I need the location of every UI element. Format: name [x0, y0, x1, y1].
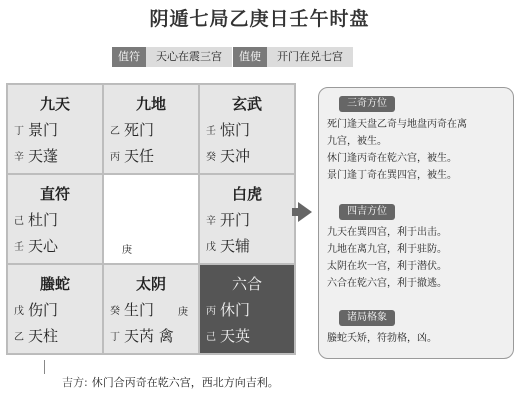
- jifang-connector: [44, 360, 45, 374]
- palace-door: 伤门: [28, 301, 59, 319]
- palace-stem: 丙: [206, 306, 216, 317]
- palace-stem: 乙: [110, 126, 120, 137]
- palace-star: 天任: [124, 147, 155, 165]
- zhishi-value: 开门在兑七宫: [267, 47, 354, 67]
- sisi-line: 六合在乾六宫，利于撤逃。: [327, 278, 447, 289]
- center-stem: 庚: [122, 245, 132, 256]
- palace-center-5: [103, 174, 199, 264]
- palace-kan-1: [103, 264, 199, 354]
- palace-door: 开门: [220, 211, 251, 229]
- palace-god: 白虎: [231, 185, 262, 203]
- palace-stem: 己: [206, 332, 216, 343]
- palace-door: 景门: [28, 121, 59, 139]
- geju-title: 诸局格象: [339, 310, 395, 326]
- palace-stem: 壬: [206, 126, 216, 137]
- palace-zhen-3: [7, 174, 103, 264]
- page-title: 阴遁七局乙庚日壬午时盘: [149, 8, 370, 30]
- palace-stem: 辛: [206, 216, 216, 227]
- palace-gen-8: [7, 264, 103, 354]
- palace-star: 天蓬: [28, 147, 59, 165]
- palace-stem: 戊: [206, 242, 216, 253]
- palace-stem: 丁: [14, 126, 24, 137]
- palace-star: 天柱: [28, 327, 59, 345]
- palace-star: 天辅: [220, 237, 251, 255]
- jifang-caption: [62, 374, 279, 390]
- geju-line: 螣蛇夭矫，符勃格，凶。: [327, 333, 437, 344]
- zhifu-zhishi-bar: [112, 47, 354, 67]
- palace-li-9: [103, 84, 199, 174]
- palace-stem: 丙: [110, 152, 120, 163]
- palace-stem: 丁: [110, 332, 120, 343]
- palace-god: 六合: [231, 275, 262, 293]
- zhishi-label: 值使: [233, 47, 267, 67]
- sanqi-body: [327, 116, 507, 184]
- palace-door: 生门: [124, 301, 155, 319]
- sisi-body: [327, 224, 507, 292]
- palace-god: 九天: [39, 95, 70, 113]
- palace-door: 惊门: [220, 121, 251, 139]
- sanqi-line: 九宫，被生。: [327, 136, 387, 147]
- palace-god: 玄武: [231, 95, 262, 113]
- palace-extra-stem: 庚: [178, 307, 188, 318]
- palace-dui-7: [199, 174, 295, 264]
- palace-qian-6: [199, 264, 295, 354]
- jifang-text: 休门合丙奇在乾六宫，西北方向吉利。: [91, 376, 279, 389]
- sanqi-line: 景门逢丁奇在巽四宫，被生。: [327, 170, 457, 181]
- palace-god: 太阴: [135, 275, 166, 293]
- palace-stem: 癸: [110, 306, 120, 317]
- sisi-line: 九天在巽四宫，利于出击。: [327, 227, 447, 238]
- palace-star: 天英: [220, 327, 251, 345]
- palace-xun-4: [7, 84, 103, 174]
- palace-stem: 癸: [206, 152, 216, 163]
- geju-body: [327, 330, 507, 347]
- arrow-right-icon: [298, 202, 312, 222]
- palace-door: 休门: [220, 301, 251, 319]
- sisi-line: 九地在离九宫，利于驻防。: [327, 244, 447, 255]
- palace-stem: 辛: [14, 152, 24, 163]
- palace-stem: 乙: [14, 332, 24, 343]
- sanqi-line: 休门逢丙奇在乾六宫，被生。: [327, 153, 457, 164]
- palace-star: 天芮 禽: [124, 327, 174, 345]
- palace-god: 螣蛇: [39, 275, 70, 293]
- zhifu-label: 值符: [112, 47, 146, 67]
- nine-palace-grid: [6, 83, 296, 355]
- palace-door: 死门: [124, 121, 155, 139]
- palace-star: 天心: [28, 237, 59, 255]
- palace-stem: 己: [14, 216, 24, 227]
- palace-kun-2: [199, 84, 295, 174]
- palace-stem: 戊: [14, 306, 24, 317]
- zhifu-value: 天心在震三宫: [146, 47, 233, 67]
- analysis-panel: [318, 87, 514, 359]
- sisi-line: 太阴在坎一宫，利于潜伏。: [327, 261, 447, 272]
- palace-door: 杜门: [28, 211, 59, 229]
- jifang-label: 吉方:: [62, 376, 88, 389]
- sanqi-line: 死门逢天盘乙奇与地盘丙奇在离: [327, 119, 467, 130]
- sanqi-title: 三奇方位: [339, 96, 395, 112]
- sisi-title: 四吉方位: [339, 204, 395, 220]
- palace-god: 直符: [39, 185, 70, 203]
- palace-stem: 壬: [14, 242, 24, 253]
- palace-god: 九地: [135, 95, 166, 113]
- palace-star: 天冲: [220, 147, 251, 165]
